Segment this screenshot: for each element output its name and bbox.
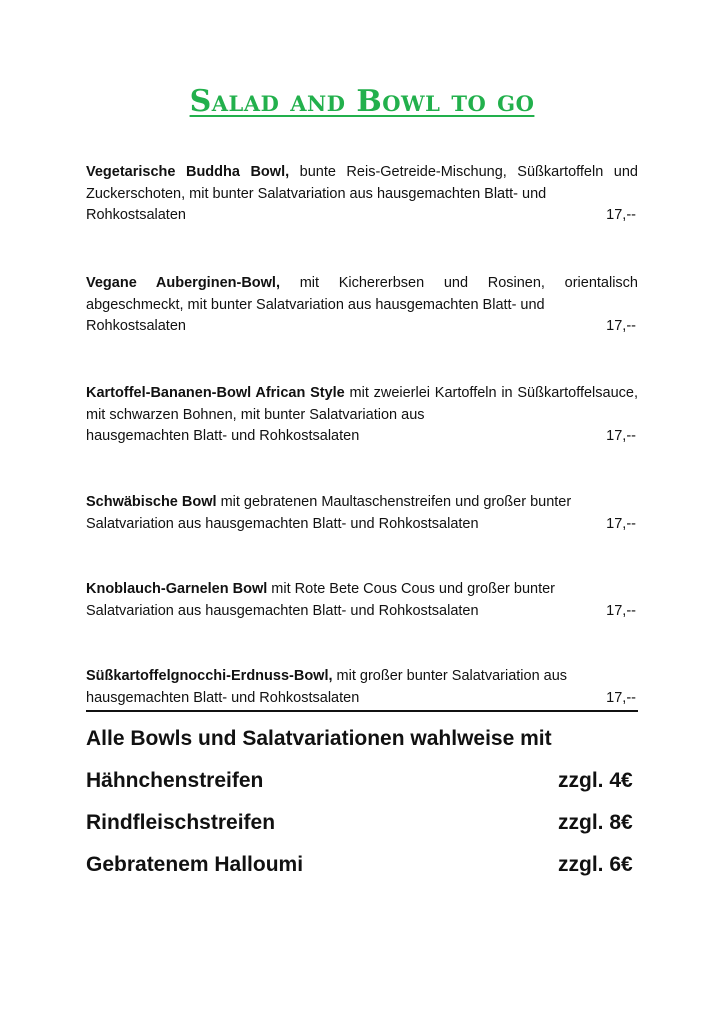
menu-item-last-line bbox=[86, 316, 638, 338]
menu-item bbox=[86, 162, 638, 227]
menu-item-description bbox=[86, 383, 638, 426]
menu-item-description bbox=[86, 273, 638, 316]
menu-item-price: 17,-- bbox=[606, 515, 636, 532]
extra-option-label: Gebratenem Halloumi bbox=[86, 853, 304, 876]
extra-option bbox=[86, 811, 636, 835]
menu-item-description bbox=[86, 492, 638, 514]
menu-item-text-end: Rohkostsalaten bbox=[86, 318, 186, 334]
menu-item-price: 17,-- bbox=[606, 318, 636, 334]
menu-item bbox=[86, 273, 638, 338]
menu-item-last-line bbox=[86, 426, 638, 448]
extra-option bbox=[86, 769, 636, 793]
menu-item-description bbox=[86, 162, 638, 205]
section-divider bbox=[86, 710, 638, 712]
menu-item-name: Vegetarische Buddha Bowl, bbox=[86, 164, 290, 180]
extras-heading: Alle Bowls und Salatvariationen wahlweise mit bbox=[86, 727, 552, 750]
menu-item-text-end: Rohkostsalaten bbox=[86, 207, 186, 223]
menu-item-last-line bbox=[86, 205, 638, 227]
menu-item-text: mit großer bunter Salatvariation aus bbox=[336, 668, 568, 684]
extra-option-price: zzgl. 8€ bbox=[558, 811, 633, 834]
menu-item-name: Schwäbische Bowl bbox=[86, 494, 217, 510]
menu-item-last-line bbox=[86, 601, 638, 623]
menu-item-description bbox=[86, 579, 638, 601]
menu-item-text: mit zweierlei Kartoffeln in Süßkartoffelsauce, mit schwarzen Bohnen, mit bunter Salatvariation aus bbox=[86, 385, 639, 423]
menu-item-price: 17,-- bbox=[606, 207, 636, 223]
menu-item-last-line bbox=[86, 688, 638, 710]
menu-item-text-end: hausgemachten Blatt- und Rohkostsalaten bbox=[86, 428, 360, 444]
menu-item-price: 17,-- bbox=[606, 428, 636, 444]
menu-item bbox=[86, 666, 638, 709]
menu-item-text: mit gebratenen Maultaschenstreifen und großer bunter bbox=[220, 494, 572, 510]
extra-option bbox=[86, 853, 636, 877]
menu-item-text: mit Rote Bete Cous Cous und großer bunter bbox=[271, 581, 555, 597]
menu-item bbox=[86, 383, 638, 448]
extra-option-label: Hähnchenstreifen bbox=[86, 769, 264, 792]
menu-item-name: Vegane Auberginen-Bowl, bbox=[86, 275, 280, 291]
menu-item-last-line bbox=[86, 514, 638, 536]
menu-item-text-end: hausgemachten Blatt- und Rohkostsalaten bbox=[86, 689, 360, 706]
menu-item bbox=[86, 492, 638, 535]
menu-item-name: Süßkartoffelgnocchi-Erdnuss-Bowl, bbox=[86, 668, 333, 684]
extra-option-price: zzgl. 4€ bbox=[558, 769, 633, 792]
menu-item-price: 17,-- bbox=[606, 602, 636, 619]
extra-option-label: Rindfleischstreifen bbox=[86, 811, 276, 834]
menu-item-name: Kartoffel-Bananen-Bowl African Style bbox=[86, 385, 345, 401]
menu-item-text-end: Salatvariation aus hausgemachten Blatt- und Rohkostsalaten bbox=[86, 515, 479, 532]
menu-item-name: Knoblauch-Garnelen Bowl bbox=[86, 581, 268, 597]
menu-item bbox=[86, 579, 638, 622]
extra-option-price: zzgl. 6€ bbox=[558, 853, 633, 876]
menu-item-text-end: Salatvariation aus hausgemachten Blatt- und Rohkostsalaten bbox=[86, 602, 479, 619]
menu-item-price: 17,-- bbox=[606, 689, 636, 706]
menu-item-text: bunte Reis-Getreide-Mischung, Süßkartoffeln und Zuckerschoten, mit bunter Salatvariation aus hausgemachten Blatt- und bbox=[86, 164, 638, 202]
menu-title: Salad and Bowl to go bbox=[189, 84, 535, 119]
menu-item-description bbox=[86, 666, 638, 688]
menu-item-text: mit Kichererbsen und Rosinen, orientalisch abgeschmeckt, mit bunter Salatvariation aus hausgemachten Blatt- und bbox=[86, 275, 638, 313]
